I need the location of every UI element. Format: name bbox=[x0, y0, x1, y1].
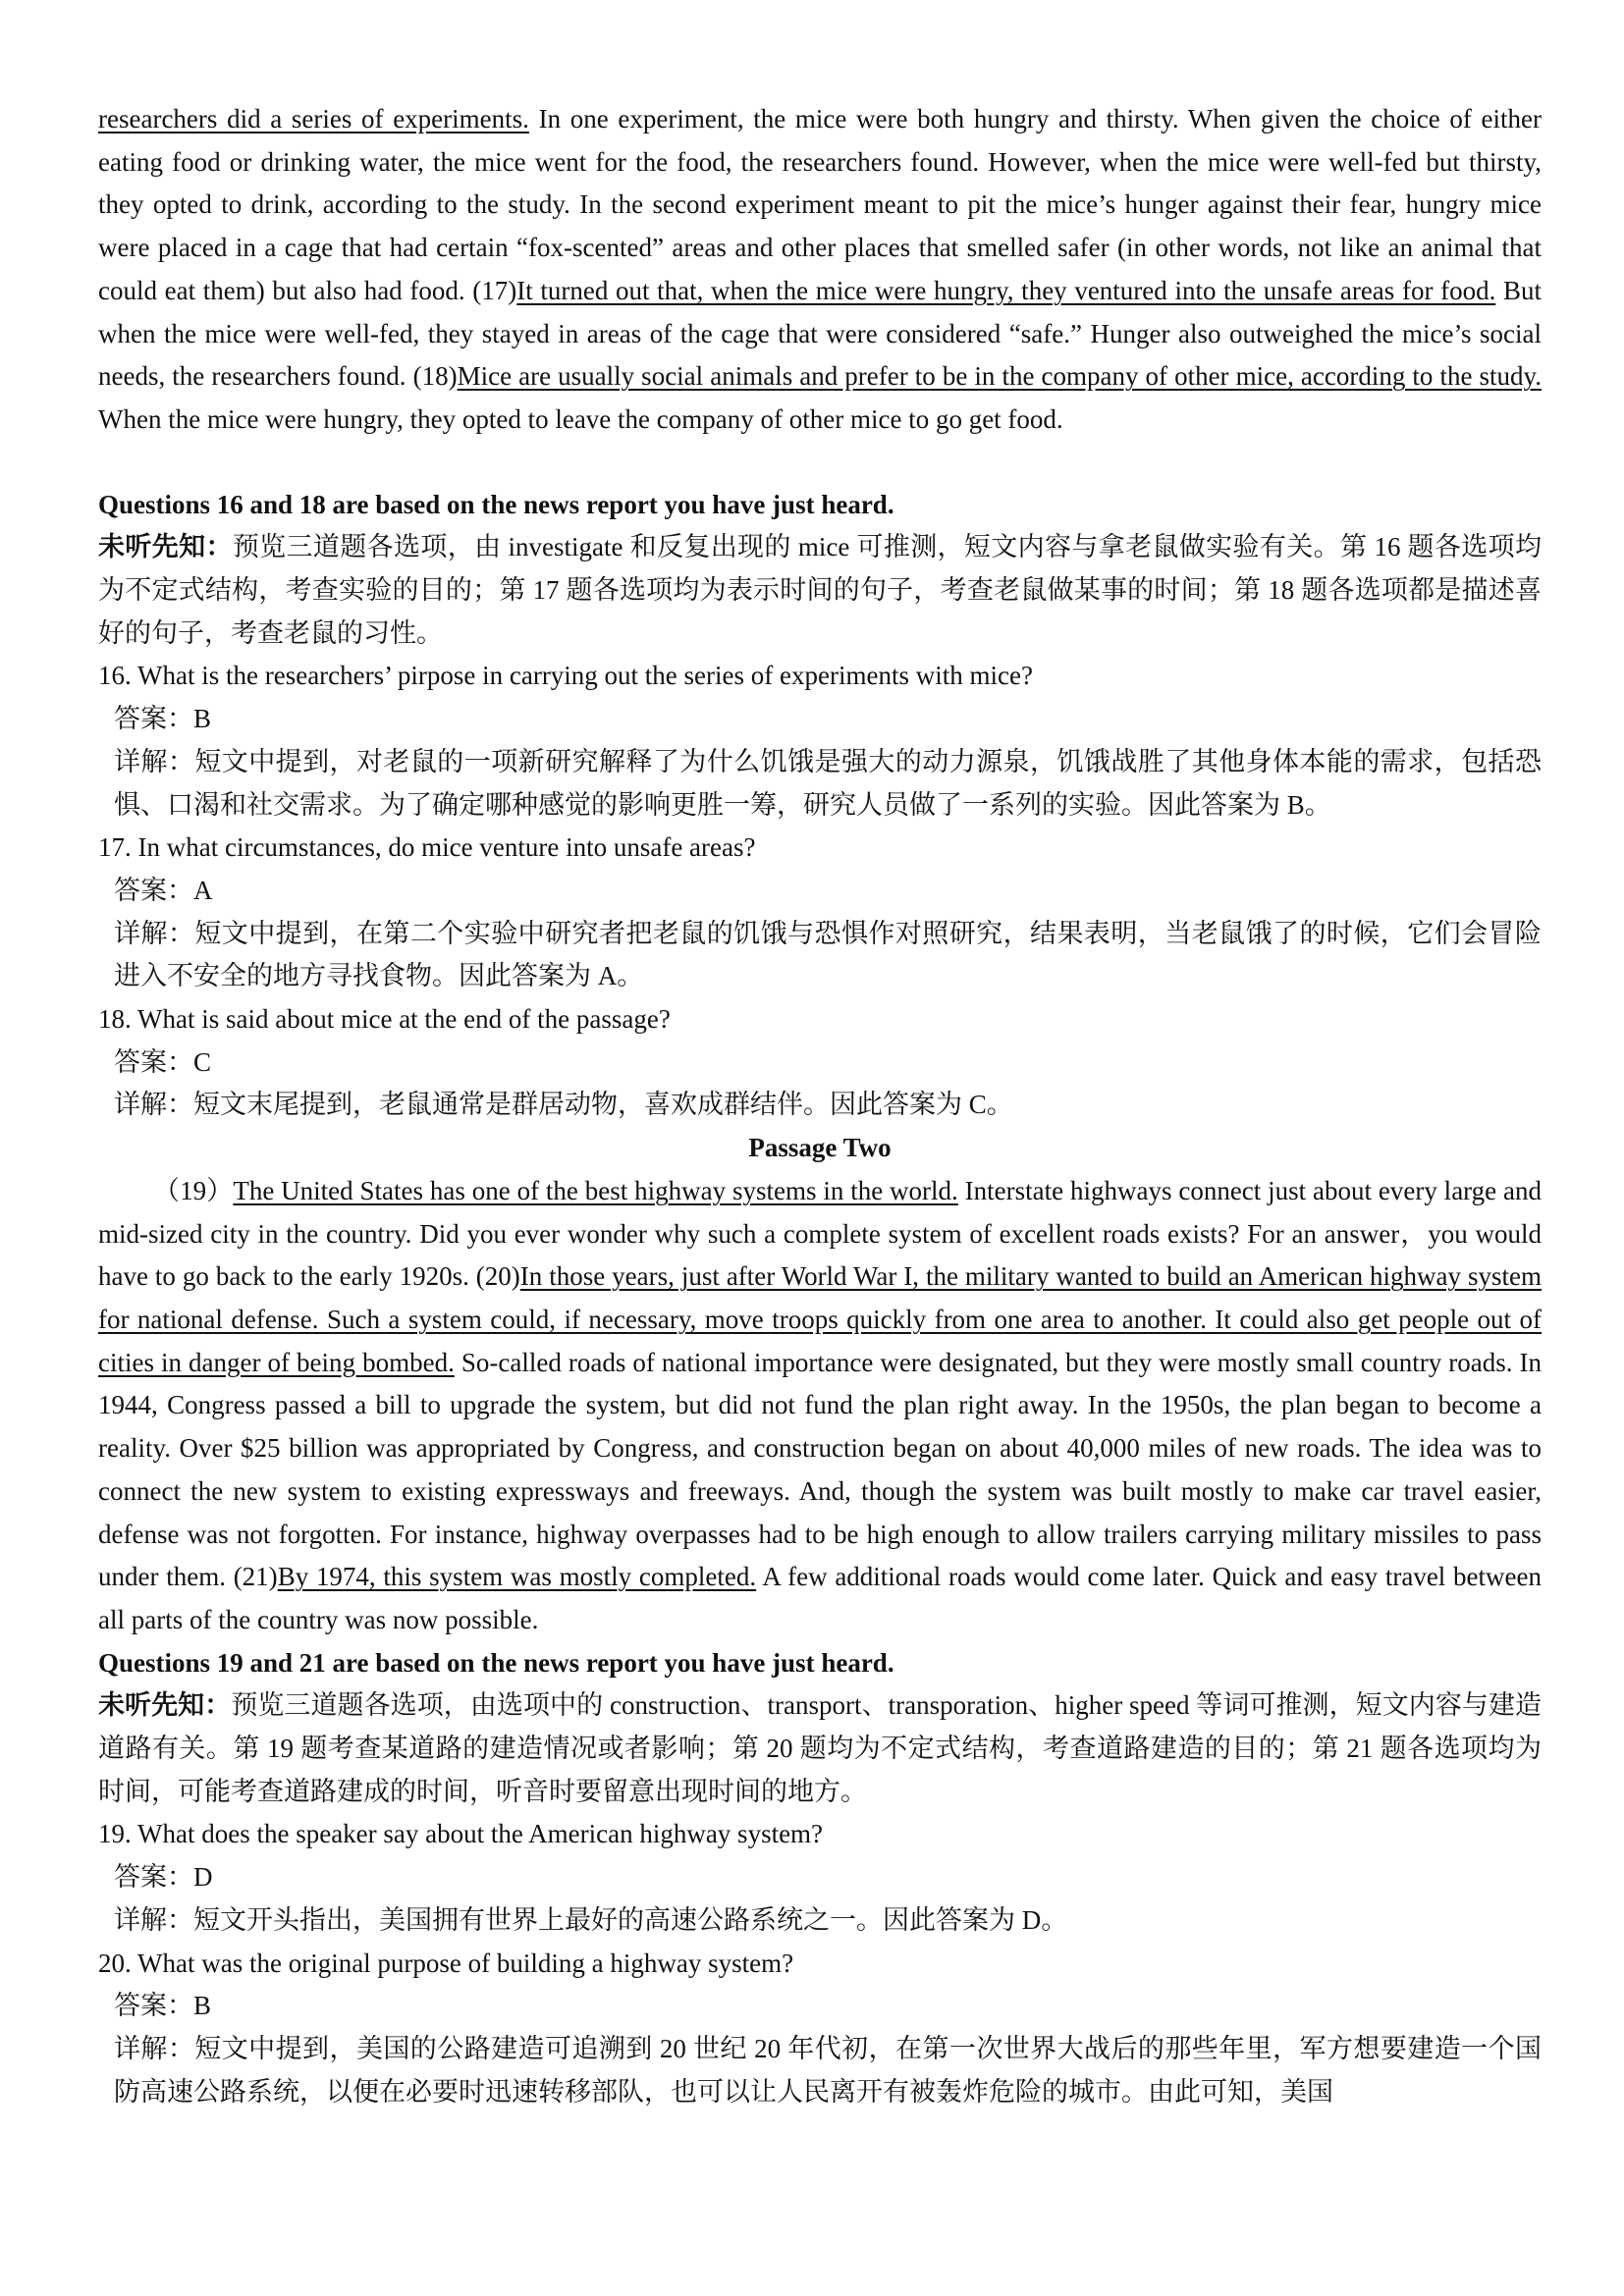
passage-text: Interstate highways connect just about every large and mid-sized city in the country. Did you ever wonder why such a complete system of excellent roads exists? For an answer，you would have to go back to the early 1920s. (20) bbox=[98, 1175, 1543, 1292]
passage-one-ending bbox=[98, 98, 1542, 442]
answer: 答案：B bbox=[114, 1991, 212, 2021]
preview-paragraph bbox=[98, 526, 1542, 655]
question: 20. What was the original purpose of building a highway system? bbox=[98, 1948, 794, 1978]
preview-text: 预览三道题各选项，由 investigate 和反复出现的 mice 可推测，短文内容与拿老鼠做实验有关。第 16 题各选项均为不定式结构，考查实验的目的；第 17 题各选项均为表示时间的句子，考查老鼠做某事的时间；第 18 题各选项都是描述喜好的句子，考查老鼠的习性。 bbox=[98, 532, 1543, 648]
answer: 答案：B bbox=[114, 704, 212, 734]
underlined-sentence: In those years, just after World War I, the military wanted to build an American highway system for national defense. Such a system could, if necessary, move troops quickly from one area to another. It could also get people out of cities in danger of being bombed. bbox=[98, 1261, 1542, 1377]
preview-text: 预览三道题各选项，由选项中的 construction、transport、transporation、higher speed 等词可推测，短文内容与建造道路有关。第 19 题考查某道路的建造情况或者影响；第 20 题均为不定式结构，考查道路建造的目的；第 21 题各选项均为时间，可能考查道路建成的时间，听音时要留意出现时间的地方。 bbox=[98, 1690, 1543, 1806]
preview-paragraph bbox=[98, 1684, 1542, 1813]
passage-two-text bbox=[98, 1170, 1542, 1642]
preview-label: 未听先知： bbox=[98, 1690, 232, 1721]
underlined-sentence: By 1974, this system was mostly completed. bbox=[277, 1562, 757, 1592]
question: 16. What is the researchers’ pirpose in carrying out the series of experiments with mice? bbox=[98, 661, 1033, 691]
answer: 答案：A bbox=[114, 875, 213, 905]
passage-text: But when the mice were well-fed, they stayed in areas of the cage that were considered “safe.” Hunger also outweighed the mice’s social needs, the researchers found. (18) bbox=[98, 275, 1543, 392]
passage-text: In one experiment, the mice were both hungry and thirsty. When given the choice of either eating food or drinking water, the mice went for the food, the researchers found. However, when the mice were well-fed but thirsty, they opted to drink, according to the study. In the second experiment meant to pit the mice’s hunger against their fear, hungry mice were placed in a cage that had certain “fox-scented” areas and other places that smelled safer (in other words, not like an animal that could eat them) but also had food. (17) bbox=[98, 104, 1542, 305]
answer: 答案：C bbox=[114, 1046, 212, 1077]
question: 19. What does the speaker say about the American highway system? bbox=[98, 1819, 824, 1849]
underlined-sentence: Mice are usually social animals and prefer to be in the company of other mice, according to the study. bbox=[457, 361, 1542, 392]
underlined-sentence: The United States has one of the best highway systems in the world. bbox=[233, 1175, 958, 1205]
preview-label: 未听先知： bbox=[98, 532, 233, 562]
question-marker: （19） bbox=[153, 1175, 234, 1205]
question: 18. What is said about mice at the end of the passage? bbox=[98, 1004, 671, 1035]
answer-detail: 详解：短文中提到，对老鼠的一项新研究解释了为什么饥饿是强大的动力源泉，饥饿战胜了其他身体本能的需求，包括恐惧、口渴和社交需求。为了确定哪种感觉的影响更胜一筹，研究人员做了一系列的实验。因此答案为 B。 bbox=[114, 746, 1542, 820]
passage-text: A few additional roads would come later. Quick and easy travel between all parts of the country was now possible. bbox=[98, 1562, 1542, 1634]
passage-text: When the mice were hungry, they opted to leave the company of other mice to go get food. bbox=[98, 403, 1063, 434]
section-heading: Questions 16 and 18 are based on the news report you have just heard. bbox=[98, 489, 894, 519]
question: 17. In what circumstances, do mice venture into unsafe areas? bbox=[98, 832, 756, 863]
spacer bbox=[98, 442, 1542, 484]
answer: 答案：D bbox=[114, 1862, 213, 1893]
section-heading: Questions 19 and 21 are based on the news report you have just heard. bbox=[98, 1647, 894, 1678]
answer-detail: 详解：短文中提到，在第二个实验中研究者把老鼠的饥饿与恐惧作对照研究，结果表明，当老鼠饿了的时候，它们会冒险进入不安全的地方寻找食物。因此答案为 A。 bbox=[114, 918, 1542, 991]
answer-detail: 详解：短文末尾提到，老鼠通常是群居动物，喜欢成群结伴。因此答案为 C。 bbox=[114, 1090, 1013, 1120]
passage-title: Passage Two bbox=[748, 1133, 892, 1163]
underlined-sentence: researchers did a series of experiments. bbox=[98, 104, 529, 133]
answer-detail: 详解：短文开头指出，美国拥有世界上最好的高速公路系统之一。因此答案为 D。 bbox=[114, 1904, 1068, 1935]
passage-text: So-called roads of national importance were designated, but they were mostly small country roads. In 1944, Congress passed a bill to upgrade the system, but did not fund the plan right away. In the 1950s, the plan began to become a reality. Over $25 billion was appropriated by Congress, and construction began on about 40,000 miles of new roads. The idea was to connect the new system to existing expressways and freeways. And, though the system was built mostly to make car travel easier, defense was not forgotten. For instance, highway overpasses had to be high enough to allow trailers carrying military missiles to pass under them. (21) bbox=[98, 1347, 1542, 1592]
answer-detail: 详解：短文中提到，美国的公路建造可追溯到 20 世纪 20 年代初，在第一次世界大战后的那些年里，军方想要建造一个国防高速公路系统，以便在必要时迅速转移部队，也可以让人民离开有被轰炸危险的城市。由此可知，美国 bbox=[114, 2033, 1542, 2107]
underlined-sentence: It turned out that, when the mice were hungry, they ventured into the unsafe areas for food. bbox=[516, 275, 1496, 305]
